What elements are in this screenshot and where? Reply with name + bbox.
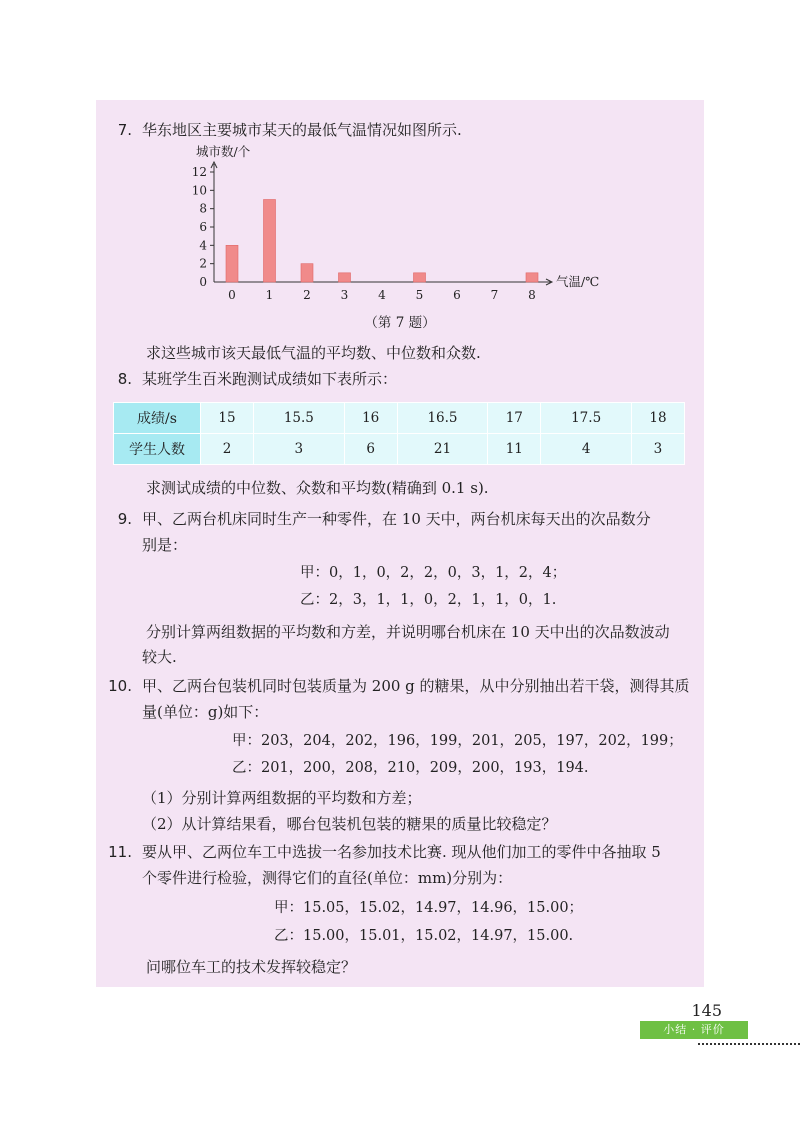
q7-ask: 求这些城市该天最低气温的平均数、中位数和众数.	[146, 344, 481, 362]
table-row-score	[114, 403, 685, 434]
bar	[301, 264, 313, 282]
y-tick-label: 0	[199, 275, 207, 289]
y-tick-label: 12	[191, 165, 207, 179]
y-tick-label: 6	[199, 220, 207, 234]
q7-text: 华东地区主要城市某天的最低气温情况如图所示.	[142, 121, 462, 139]
q10-line2: 量(单位：g)如下：	[142, 703, 269, 721]
table-cell: 11	[488, 434, 541, 465]
q9-line1: 甲、乙两台机床同时生产一种零件，在 10 天中，两台机床每天出的次品数分	[142, 510, 651, 528]
bar	[339, 273, 351, 282]
q9-ask1: 分别计算两组数据的平均数和方差，并说明哪台机床在 10 天中出的次品数波动	[146, 623, 670, 641]
q9-ask2: 较大.	[142, 648, 177, 666]
q11-ask: 问哪位车工的技术发挥较稳定？	[146, 958, 357, 976]
x-tick-label: 3	[340, 288, 349, 302]
section-tag: 小结 · 评价	[640, 1021, 748, 1039]
y-tick-label: 2	[199, 256, 207, 271]
table-cell: 15.5	[254, 403, 345, 434]
table-cell: 2	[201, 434, 254, 465]
table-header-count: 学生人数	[114, 434, 201, 465]
bar	[226, 245, 238, 282]
q8-ask: 求测试成绩的中位数、众数和平均数(精确到 0.1 s).	[146, 479, 489, 497]
bar	[264, 200, 276, 283]
q8-text: 某班学生百米跑测试成绩如下表所示：	[142, 370, 398, 388]
page-number: 145	[691, 1001, 722, 1020]
table-row-count	[114, 434, 685, 465]
table-cell: 3	[631, 434, 684, 465]
q10-data-yi: 乙：201，200，208，210，209，200，193，194.	[232, 760, 589, 776]
x-tick-label: 8	[528, 288, 536, 302]
running-score-table	[113, 402, 685, 465]
q9-data-yi: 乙：2，3，1，1，0，2，1，1，0，1.	[300, 592, 557, 608]
y-tick-label: 4	[199, 238, 207, 253]
table-cell: 15	[201, 403, 254, 434]
table-cell: 16.5	[397, 403, 488, 434]
y-tick-label: 8	[199, 201, 207, 216]
table-cell: 16	[344, 403, 397, 434]
x-tick-label: 4	[378, 288, 386, 302]
q9-line2: 别是：	[142, 536, 188, 554]
table-cell: 21	[397, 434, 488, 465]
x-tick-label: 5	[415, 288, 424, 302]
bar	[526, 273, 538, 282]
y-axis-label: 城市数/个	[196, 144, 251, 159]
table-cell: 6	[344, 434, 397, 465]
q8-number: 8.	[117, 370, 132, 388]
q11-line1: 要从甲、乙两位车工中选拔一名参加技术比赛. 现从他们加工的零件中各抽取 5	[142, 843, 661, 861]
q11-line2: 个零件进行检验，测得它们的直径(单位：mm)分别为：	[142, 869, 513, 887]
q10-data-jia: 甲：203，204，202，196，199，201，205，197，202，199；	[232, 733, 683, 749]
q11-number: 11.	[108, 843, 132, 861]
q10-line1: 甲、乙两台包装机同时包装质量为 200 g 的糖果，从中分别抽出若干袋，测得其质	[142, 677, 690, 695]
bar	[414, 273, 426, 282]
x-tick-label: 6	[453, 288, 461, 302]
table-cell: 18	[631, 403, 684, 434]
q9-data-jia: 甲：0，1，0，2，2，0，3，1，2，4；	[300, 565, 567, 581]
q9-number: 9.	[117, 510, 132, 528]
x-tick-label: 0	[228, 288, 236, 302]
q7-number: 7.	[117, 121, 132, 139]
temperature-bar-chart	[180, 142, 620, 310]
table-header-score: 成绩/s	[114, 403, 201, 434]
q10-sub1: （1）分别计算两组数据的平均数和方差；	[142, 789, 422, 807]
x-tick-label: 1	[265, 288, 274, 302]
x-tick-label: 7	[490, 288, 499, 302]
x-tick-label: 2	[303, 288, 311, 302]
q11-data-yi: 乙：15.00，15.01，15.02，14.97，15.00.	[274, 928, 574, 944]
table-cell: 17	[488, 403, 541, 434]
q10-number: 10.	[108, 677, 132, 695]
dotted-divider	[698, 1043, 800, 1045]
q10-sub2: （2）从计算结果看，哪台包装机包装的糖果的质量比较稳定？	[142, 815, 557, 833]
y-tick-label: 10	[191, 183, 207, 198]
chart-layer	[192, 144, 599, 302]
q7-caption: （第 7 题）	[364, 315, 436, 331]
table-cell: 17.5	[541, 403, 632, 434]
table-cell: 3	[254, 434, 345, 465]
q11-data-jia: 甲：15.05，15.02，14.97，14.96，15.00；	[274, 900, 584, 916]
x-axis-label: 气温/℃	[556, 274, 600, 289]
table-cell: 4	[541, 434, 632, 465]
